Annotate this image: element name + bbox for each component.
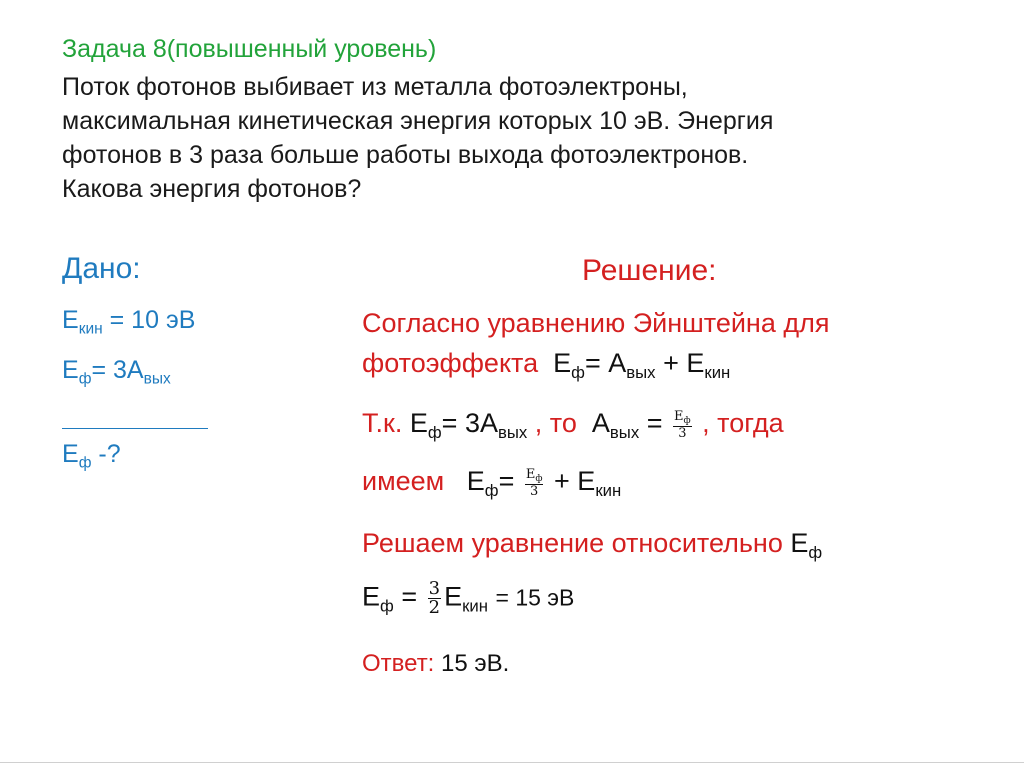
page-title: Задача 8(повышенный уровень) [62,35,437,63]
given-photon-energy: $E_ф= 3A_{вых}$ [62,356,171,388]
fraction-ef-over-3: $\frac{E_ф}{3}$ [674,408,691,441]
answer: Ответ: 15 эВ. [362,650,510,677]
fraction-3-over-2: $\frac{3}{2}$ [428,578,441,618]
problem-line: фотонов в 3 раза больше работы выхода фотоэлектронов. [62,141,749,169]
solution-result: $E_ф$ = $\frac{3}{2}$ $E_{кин} = 15$ эВ [362,578,575,618]
slide-divider [0,762,1024,763]
solution-line-3: Т.к. $E_ф= 3A_{вых}$ , то $A_{вых}$ = $\frac{E_ф}{3}$ , тогда [362,408,784,442]
given-heading: Дано: [62,252,141,285]
solution-line-4: имеем $E_ф=$ $\frac{E_ф}{3}$ + $E_{кин}$ [362,466,622,500]
problem-line: Поток фотонов выбивает из металла фотоэлектроны, [62,73,688,101]
fraction-ef-over-3: $\frac{E_ф}{3}$ [525,466,543,499]
solution-line-5: Решаем уравнение относительно $E_ф$ [362,528,823,562]
solution-line-1: Согласно уравнению Эйнштейна для [362,308,830,338]
solution-line-2: фотоэффекта $E_ф= A_{вых} + E_{кин}$ [362,348,731,382]
given-divider [62,428,208,429]
problem-line: максимальная кинетическая энергия которых 10 эВ. Энергия [62,107,774,135]
given-unknown: $E_ф$ -? [62,440,121,472]
solution-heading: Решение: [582,254,717,287]
problem-line: Какова энергия фотонов? [62,175,362,203]
given-kinetic-energy: $E_{кин} = 10$ эВ [62,306,196,338]
problem-statement [62,70,1002,206]
